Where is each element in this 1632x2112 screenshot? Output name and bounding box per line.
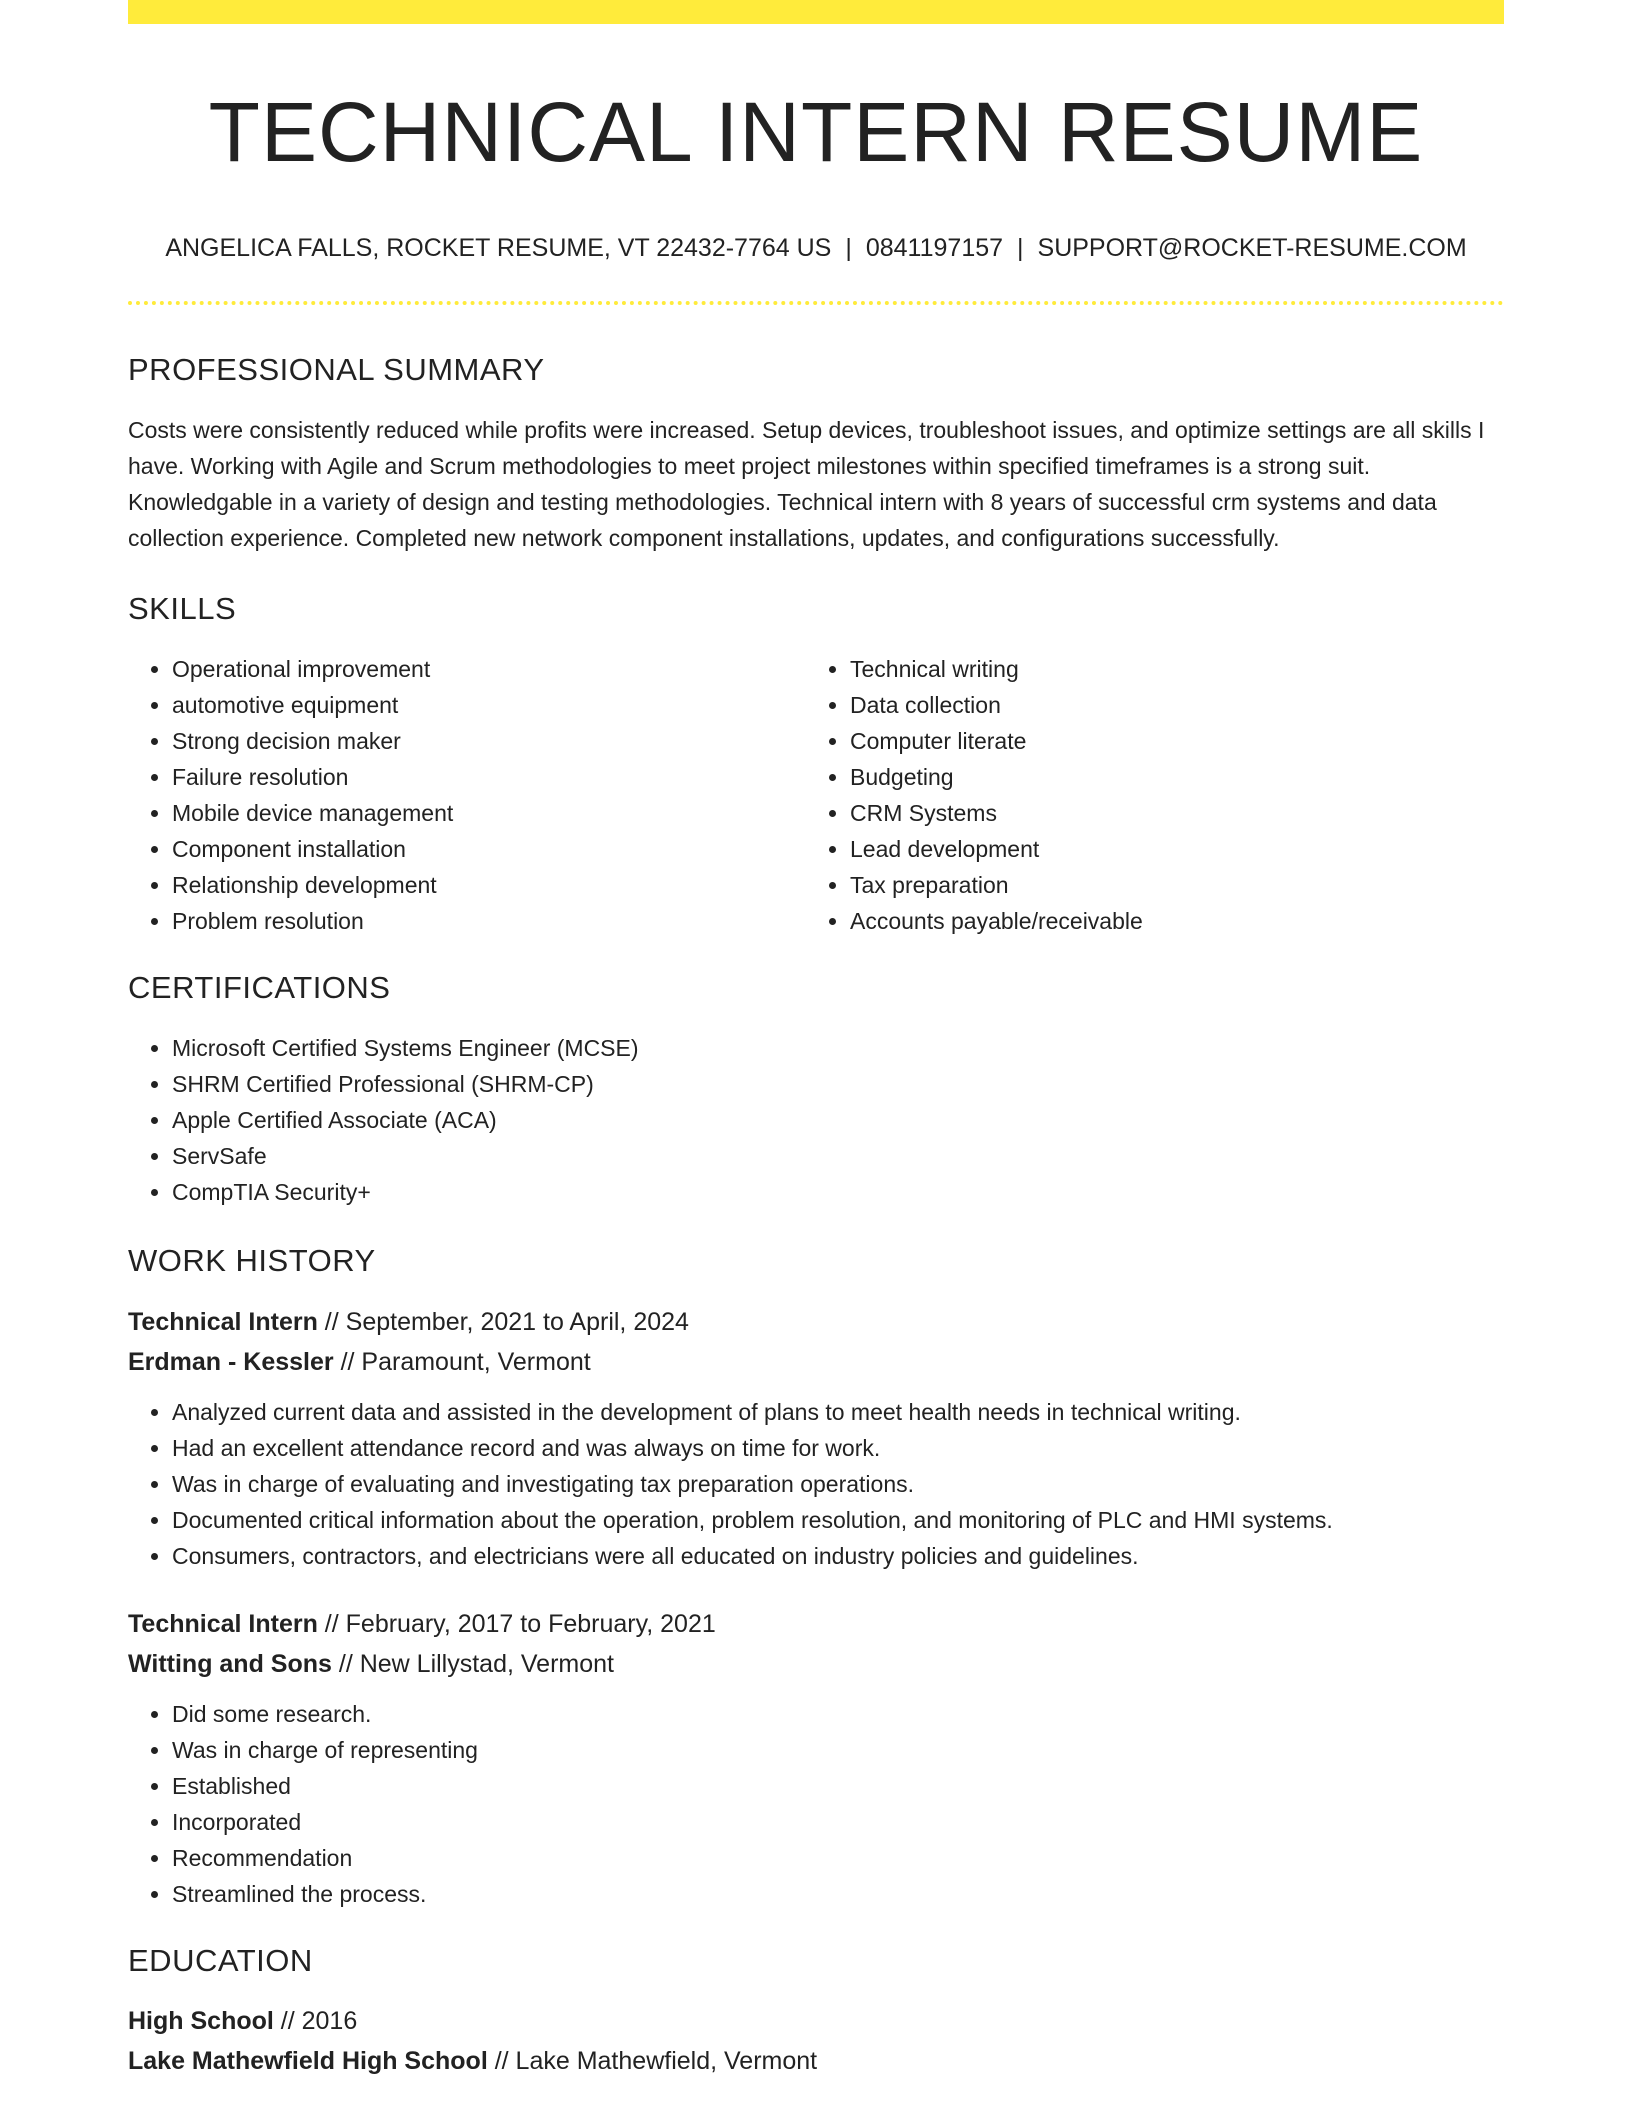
job-bullet: • Was in charge of evaluating and investigating tax preparation operations.: [172, 1466, 1504, 1502]
job-entry: [128, 1302, 1504, 1574]
skills-list-right: [806, 651, 1504, 939]
work-history-heading: WORK HISTORY: [128, 1243, 376, 1279]
skill-item: • automotive equipment: [172, 687, 806, 723]
certifications-list: [128, 1030, 1504, 1210]
job-title-line: [128, 1302, 1504, 1342]
contact-separator: |: [845, 233, 852, 262]
skill-item: • Computer literate: [850, 723, 1504, 759]
job-dates: // September, 2021 to April, 2024: [317, 1307, 689, 1336]
job-bullet: • Recommendation: [172, 1840, 1504, 1876]
education-heading: EDUCATION: [128, 1942, 313, 1978]
job-bullet: • Was in charge of representing: [172, 1732, 1504, 1768]
job-bullet: • Analyzed current data and assisted in the development of plans to meet health needs in technical writing.: [172, 1394, 1504, 1430]
education-school: Lake Mathewfield High School: [128, 2046, 488, 2075]
job-bullet: • Established: [172, 1768, 1504, 1804]
job-bullets: [128, 1696, 1504, 1912]
accent-top-bar: [128, 0, 1504, 24]
job-company: Erdman - Kessler: [128, 1347, 334, 1376]
skills-heading: SKILLS: [128, 590, 237, 626]
work-history-section: [128, 1242, 1504, 1911]
education-year: // 2016: [273, 2006, 358, 2035]
skill-item: • Relationship development: [172, 867, 806, 903]
certifications-heading: CERTIFICATIONS: [128, 970, 391, 1006]
skills-column-right: [806, 651, 1504, 939]
job-dates: // February, 2017 to February, 2021: [317, 1609, 716, 1638]
skill-item: • Technical writing: [850, 651, 1504, 687]
skill-item: • Failure resolution: [172, 759, 806, 795]
skill-item: • Problem resolution: [172, 903, 806, 939]
summary-section: [128, 351, 1504, 556]
skills-column-left: [128, 651, 806, 939]
skill-item: • Accounts payable/receivable: [850, 903, 1504, 939]
skills-list-left: [128, 651, 806, 939]
certification-item: • CompTIA Security+: [172, 1174, 1504, 1210]
skill-item: • Mobile device management: [172, 795, 806, 831]
job-bullet: • Did some research.: [172, 1696, 1504, 1732]
job-bullets: [128, 1394, 1504, 1574]
skills-section: [128, 590, 1504, 939]
skills-columns: [128, 651, 1504, 939]
summary-heading: PROFESSIONAL SUMMARY: [128, 351, 545, 387]
contact-separator: |: [1017, 233, 1024, 262]
skill-item: • Lead development: [850, 831, 1504, 867]
skill-item: • Component installation: [172, 831, 806, 867]
page-title: TECHNICAL INTERN RESUME: [208, 85, 1424, 179]
skill-item: • Operational improvement: [172, 651, 806, 687]
education-degree-line: [128, 2001, 1504, 2041]
job-bullet: • Consumers, contractors, and electricians were all educated on industry policies and guidelines.: [172, 1538, 1504, 1574]
certification-item: • SHRM Certified Professional (SHRM-CP): [172, 1066, 1504, 1102]
education-school-line: [128, 2041, 1504, 2081]
job-bullet: • Had an excellent attendance record and was always on time for work.: [172, 1430, 1504, 1466]
contact-phone: 0841197157: [865, 233, 1004, 262]
certification-item: • ServSafe: [172, 1138, 1504, 1174]
education-degree: High School: [128, 2006, 274, 2035]
job-title: Technical Intern: [128, 1307, 318, 1336]
contact-address: ANGELICA FALLS, ROCKET RESUME, VT 22432-7764 US: [165, 233, 832, 262]
skill-item: • Strong decision maker: [172, 723, 806, 759]
education-section: [128, 1942, 1504, 2081]
skill-item: • CRM Systems: [850, 795, 1504, 831]
skill-item: • Data collection: [850, 687, 1504, 723]
education-location: // Lake Mathewfield, Vermont: [487, 2046, 818, 2075]
skill-item: • Tax preparation: [850, 867, 1504, 903]
summary-text: Costs were consistently reduced while profits were increased. Setup devices, troubleshoot issues, and optimize settings are all skills I have. Working with Agile and Scrum methodologies to meet project milestones within specified timeframes is a strong suit. Knowledgable in a variety of design and testing methodologies. Technical intern with 8 years of successful crm systems and data collection experience. Completed new network component installations, updates, and configurations successfully.: [128, 416, 1485, 551]
job-entry: [128, 1604, 1504, 1912]
job-bullet: • Streamlined the process.: [172, 1876, 1504, 1912]
contact-email: SUPPORT@ROCKET-RESUME.COM: [1037, 233, 1467, 262]
job-title: Technical Intern: [128, 1609, 318, 1638]
job-bullet: • Documented critical information about the operation, problem resolution, and monitoring of PLC and HMI systems.: [172, 1502, 1504, 1538]
job-location: // Paramount, Vermont: [333, 1347, 591, 1376]
job-bullet: • Incorporated: [172, 1804, 1504, 1840]
job-location: // New Lillystad, Vermont: [331, 1649, 614, 1678]
certifications-section: [128, 969, 1504, 1210]
job-company-line: [128, 1644, 1504, 1684]
resume-page: [128, 0, 1504, 2081]
skill-item: • Budgeting: [850, 759, 1504, 795]
job-title-line: [128, 1604, 1504, 1644]
contact-line: [128, 233, 1504, 263]
dotted-divider: [128, 301, 1504, 305]
job-company-line: [128, 1342, 1504, 1382]
certification-item: • Apple Certified Associate (ACA): [172, 1102, 1504, 1138]
job-company: Witting and Sons: [128, 1649, 332, 1678]
certification-item: • Microsoft Certified Systems Engineer (MCSE): [172, 1030, 1504, 1066]
